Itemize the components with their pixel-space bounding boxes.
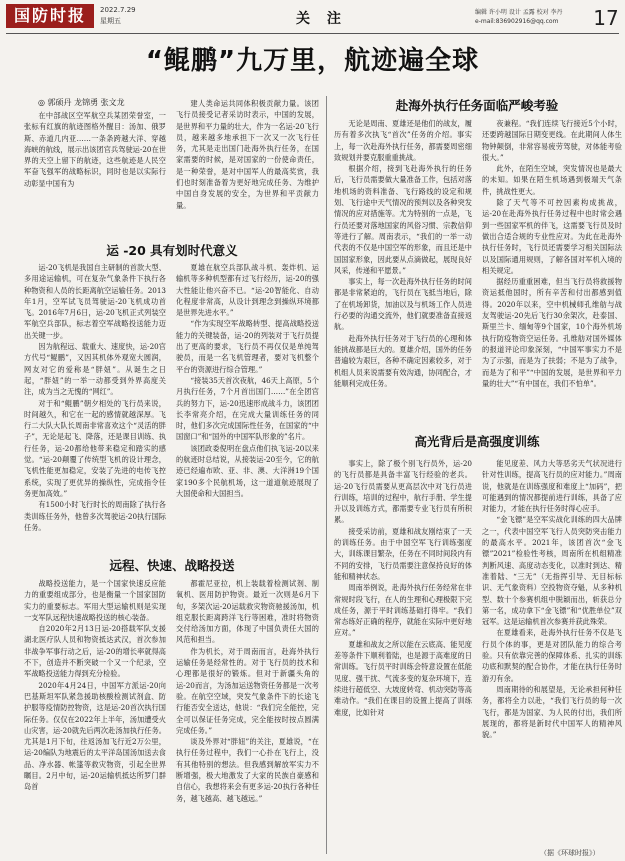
email-line: e-mail:836902916@qq.com	[475, 18, 559, 25]
article-paragraph: 在中部战区空军航空兵某团荣誉室，一张标有红旗的航迹图格外醒目：汤加、俄罗斯、赤道几内亚……一条条跨越大洋、穿越海峡的航线，展示出该团官兵驾驶运-20在世界的天空上留下的航迹，这些航迹是人民空军奋飞强军的战略标识，同时也是以实际行动彰显中国有为	[24, 111, 166, 188]
column-1c	[24, 578, 166, 854]
article-paragraph: 接受采访前，夏雄和战友刚结束了一天的训练任务。由于中国空军飞行训练强度大，训练课目繁杂，任务在不同时间段内有不同的安排，飞行员需要注意保持良好的体能和精神状态。	[334, 526, 472, 581]
article-paragraph: 夏雄和战友之所以能在云底高、能见度差等条件下顺利着陆，也是源于高难度的日常训练。飞行员平时训练会特意设置在低能见度、强干扰、气流多变的复杂环境下，连续进行超低空、大坡度转弯、机动突防等高难动作。“我们在课目的设置上提高了训练难度，比如针对	[334, 639, 472, 717]
newspaper-logo: 国防时报	[6, 4, 94, 28]
article-paragraph: 根据介绍，接到飞赴海外执行的任务后，飞行员需要做大量准备工作，包括对落地机场的资料准备、飞行路线的设定和规划、飞行途中天气情况的预判以及各种突发情况的应对措施等。尤为特别的一点是，飞行员还要对落地国家的风俗习惯、宗教信仰等进行了解。周南表示，“我们的一举一动代表的不仅是中国空军的形象，而且还是中国国家形象，因此要从点滴做起，展现良好风采，传递和平愿景。”	[334, 164, 472, 275]
article-paragraph: 能见度差、风力大等恶劣天气状况进行针对性训练，提高飞行员的应对能力。”周南说，他就是在训练强度和难度上“加码”，把可能遇到的情况都提前进行训练，具备了应对能力，才能在执行任务时得心应手。	[482, 459, 622, 514]
article-paragraph: 对于和“鲲鹏”朝夕相处的飞行员来说，时间越久，和它在一起的感情就越深厚。飞行二大队大队长周南非常喜欢这个“灵活的胖子”，无论是起飞、降落，还是课目训练、执行任务，运-20都给他带来稳定和踏实的感觉。“运-20颠覆了传统型飞机的设计理念，飞机性能更加稳定，安装了先进的电传飞控系统，实现了更优异的操纵性，完成指令任务更加高效。”	[24, 398, 166, 498]
page-header	[0, 0, 625, 34]
article-paragraph: 自2020年2月13日运-20搭载军队支援湖北医疗队人员和物资抵达武汉，首次参加非战争军事行动之后，运-20的增长率就得高不下，创造并不断突破一个又一个纪录，空军战略投送能力得到充分检验。	[24, 624, 166, 679]
issue-date-block	[100, 5, 136, 27]
column-2a	[176, 98, 319, 234]
article-paragraph: “接装35天首次夜航，46天上高原，5个月执行任务，7个月首出国门……”在全团官兵的努力下，运-20迅速形成战斗力，该团团长李常亮介绍，在完成大量训练任务的同时，他们多次完成国际性任务，在国家的“中国窗口”和“国外的中国军队形象的”名片。	[176, 375, 319, 442]
article-paragraph: 除了天气等不可控因素构成挑战，运-20在赴海外执行任务过程中也时常会遇到一些国家军机的伴飞，这需要飞行员及时做出合适合规的专业性应对。为此在赴海外执行任务时，飞行员还需要学习相关国际法以及国际通用规则，了解各国对军机入境的相关规定。	[482, 198, 622, 275]
column-4b	[482, 458, 622, 844]
editors-block	[475, 8, 585, 26]
article-paragraph: 据经历重重困难，但当飞行员将救援物资运抵他国时，所有辛苦和付出都感到值得。2020年以来，空中机械师孔维舫与战友驾驶运-20先后飞行30余架次，赴泰国、斯里兰卡、缅甸等9个国家，10个海外机场执行防疫物资空运任务。孔维舫对国外媒体的报道评论印象深刻，“中国军事实力不是为了示强，而是为了扶弱；不是为了战争，而是为了和平”“中国的发展，是世界和平力量的壮大”“有中国在，我们不怕单”。	[482, 277, 622, 388]
subheading-1: 运 -20 具有划时代意义	[106, 243, 238, 258]
article-paragraph: “金飞镖”是空军实战化训练的四大品牌之一，代表中国空军飞行人员突防突击能力的最高水平。2021年，该团首次“金飞镖”2021”检验性考核，周南所在机组精准判断风速、高度动态变化，以准时到达、精准着陆、“三无”（无指挥引导、无目标标识、无气象资料）空投物资夺魁，从多种机型、数十个参赛机组中脱颖而出，斩获总分第一名，成功拿下“金飞镖”和“优胜单位”双冠军。这是运输机首次参赛并获此殊荣。	[482, 515, 622, 627]
editors-line: 编辑 许小明 设计 孟露 校对 李丹	[475, 9, 563, 16]
article-paragraph: 事实上，除了极个别飞行员外，运-20的飞行员都是具备丰富飞行经验的老兵。运-20飞行员需要从更高层次中对飞行员进行训练，培训的过程中，航行手册、学生提升以及训练方式，都需要专业飞行员有所积累。	[334, 459, 472, 525]
issue-weekday: 星期五	[100, 17, 121, 25]
byline: ◎ 郭硕丹 龙锦勇 张文龙	[38, 98, 125, 107]
article-paragraph: 无论是周南、夏雄还是他们的战友，履历有着多次执飞“首次”任务的介绍。事实上，每一次赴海外执行任务，都需要周密细致规划并要克服重重挑战。	[334, 119, 472, 162]
page-number: 17	[593, 6, 619, 30]
article-paragraph: 此外，在陌生空域，突发情况也是最大的未知。如果在陌生机场遇到极端天气条件，挑战性更大。	[482, 164, 622, 196]
column-1a	[24, 110, 166, 234]
article-paragraph: 周南期待的和展望是，无论承担何种任务，都将全力以赴，“我们飞行员的每一次飞行，都是为国家、为人民的付出，我们所展现的，都将是新时代中国军人的精神风貌。”	[482, 684, 622, 740]
subheading-2: 远程、快速、战略投送	[109, 558, 235, 573]
article-paragraph: 建人类命运共同体积极贡献力量。该团飞行员接受记者采访时表示，中国的发展，是世界和平力量的壮大，作为一名运-20飞行员，越来越多地承担下一次又一次飞行任务，尤其是走出国门赴海外执行任务，在国家需要的时候，是对国家的一份使命责任，是一种荣誉，是对中国军人的最高奖赏，我们也时刻准备着为更好地完成任务、为维护中国自身发展的安全，为世界和平贡献力量。	[176, 99, 319, 210]
article-paragraph: 该团政委倪明在盘点他们执飞运-20以来的航迹时总结说，从接装运-20至今，它的航迹已经遍布欧、亚、非、澳、大洋洲19个国家190多个民航机场，这一道道航迹展现了大国使命和大国担当。	[176, 443, 319, 498]
article-paragraph: 事实上，每一次赴海外执行任务的时间都是非常紧迫的，飞行员在飞抵当地后，除了在机场卸货，加油以及与机场工作人员进行必要的沟通交流外，他们就要准备直接返航。	[334, 277, 472, 332]
article-paragraph: 都霍尼亚拉，机上装载着检测试剂、制氧机、医用防护物资。最近一次则是6月下旬，多架次运-20运载救灾物资驰援汤加，机组克服长距离跨洋飞行等困难，准时将物资交付给汤加方面，体现了中国负责任大国的风范和担当。	[176, 579, 319, 645]
section-title: 关 注	[296, 11, 347, 27]
article-paragraph: 战略投送能力，是一个国家快速反应能力的重要组成部分，也是衡量一个国家国防实力的重要标志。军用大型运输机则是实现一支军队远程快速战略投送的核心装备。	[24, 579, 166, 622]
column-4a	[482, 118, 622, 448]
column-divider	[326, 96, 327, 854]
subheading-4: 高光背后是高强度训练	[414, 434, 540, 449]
article-paragraph: 2020年4月24日，中国军方派运-20向巴基斯坦军队紧急援助核酸检测试剂盒、防护服等疫情防控物资，这是运-20首次执行国际任务。仅仅在2022年上半年，汤加遭受火山灾害，运-20就先后两次赴汤加执行任务。尤其是1月下旬，往返汤加飞行近2万公里，运-20编队为地震后的太平洋岛国汤加送去食品、净水器、帐篷等救灾物资，引起全世界瞩目。2月中旬，运-20运输机抵达所罗门群岛首	[24, 680, 166, 792]
column-2b	[176, 262, 319, 544]
page-headline: “鲲鹏”九万里，航迹遍全球	[145, 46, 480, 76]
article-paragraph: 夜兼程。“我们连续飞行接近5个小时，还要跨越国际日期变更线。在此期间人体生物钟颠倒，非常容易疲劳驾驶，对体能考验很大。”	[482, 119, 622, 162]
source-note: （据《环球时报》）	[540, 849, 600, 857]
column-2c	[176, 578, 319, 854]
header-rule	[6, 33, 619, 34]
article-paragraph: 因为航程远、载重大、速度快，运-20官方代号“鲲鹏”，又因其机体外观宽大圆润，网友对它的爱称是“胖妞”。从诞生之日起，“胖妞”的一举一动都受到外界高度关注，成为当之无愧的“网红”。	[24, 342, 166, 397]
article-paragraph: 有1500小时飞行时长的周南除了执行各类训练任务外，他曾多次驾驶运-20执行国际任务。	[24, 500, 166, 532]
article-paragraph: 运-20飞机是我国自主研制的首款大型、多用途运输机，可在复杂气象条件下执行各种物资和人员的长距离航空运输任务。2013年1月，空军试飞员驾驶运-20飞机成功首飞。2016年7月6日，运-20飞机正式列装空军航空兵部队，标志着空军战略投送能力迈出关键一步。	[24, 263, 166, 340]
article-paragraph: 作为机长，对于周南而言，赴海外执行运输任务是经常性的。对于飞行员的技术和心理都是很好的锻炼。但对于新疆头角的运-20而言，为汤加运送物资任务都是一次考验。在航空空域，突发气象条件下的长途飞行能否安全送达，他说：“我们完全能控，完全可以保证任务完成，完全能按时按点圆满完成任务。”	[176, 646, 319, 735]
article-paragraph: 在夏雄看来，赴海外执行任务不仅是飞行员个体的事，更是对团队能力的综合考验。只有依靠完善的保障体系、扎实的训练功底和默契的配合协作，才能在执行任务时游刃有余。	[482, 628, 622, 683]
article-paragraph: 夏雄在航空兵部队战斗机、轰炸机、运输机等多种机型都有过飞行经历，运-20的强大性能让他兴奋不已。“运-20智能化、自动化程度非常高，从设计到理念到操纵环境都是世界先进水平。”	[176, 263, 319, 318]
subheading-3: 赴海外执行任务面临严峻考验	[395, 98, 559, 113]
article-paragraph: 周南举例说，赴海外执行任务经常在非常规时段飞行，在人的生理和心理极限下完成任务，源于平时训练基础打得牢。“我们常态练好正确的程序，就能在实际中更好地应对。”	[334, 583, 472, 638]
article-paragraph: “作为实现空军战略转型、提高战略投送能力的关键装备，运-20的列装对于飞行员提出了更高的要求，飞行员不再仅仅是单纯驾驶员，而是一名飞机管理者，要对飞机整个平台的资源进行综合管理。”	[176, 319, 319, 374]
article-paragraph: 谈及外界对“胖妞”的关注，夏雄说，“在执行任务过程中，我们一心扑在飞行上，没有其他特别的想法。但我感到解放军实力不断增强，极大地激发了大家的民族自豪感和自信心，我想将来会有更多运-20执行各种任务，越飞越高、越飞越远。”	[176, 737, 319, 803]
column-3b	[334, 458, 472, 854]
issue-date: 2022.7.29	[100, 6, 136, 14]
column-1b	[24, 262, 166, 544]
article-paragraph: 赴海外执行任务对于飞行员的心理和体能挑战都是巨大的。夏雄介绍，国外的任务普遍较为艰巨，各种不确定因素较多，对于机组人员来说需要有效沟通，协同配合，才能顺利完成任务。	[334, 333, 472, 388]
